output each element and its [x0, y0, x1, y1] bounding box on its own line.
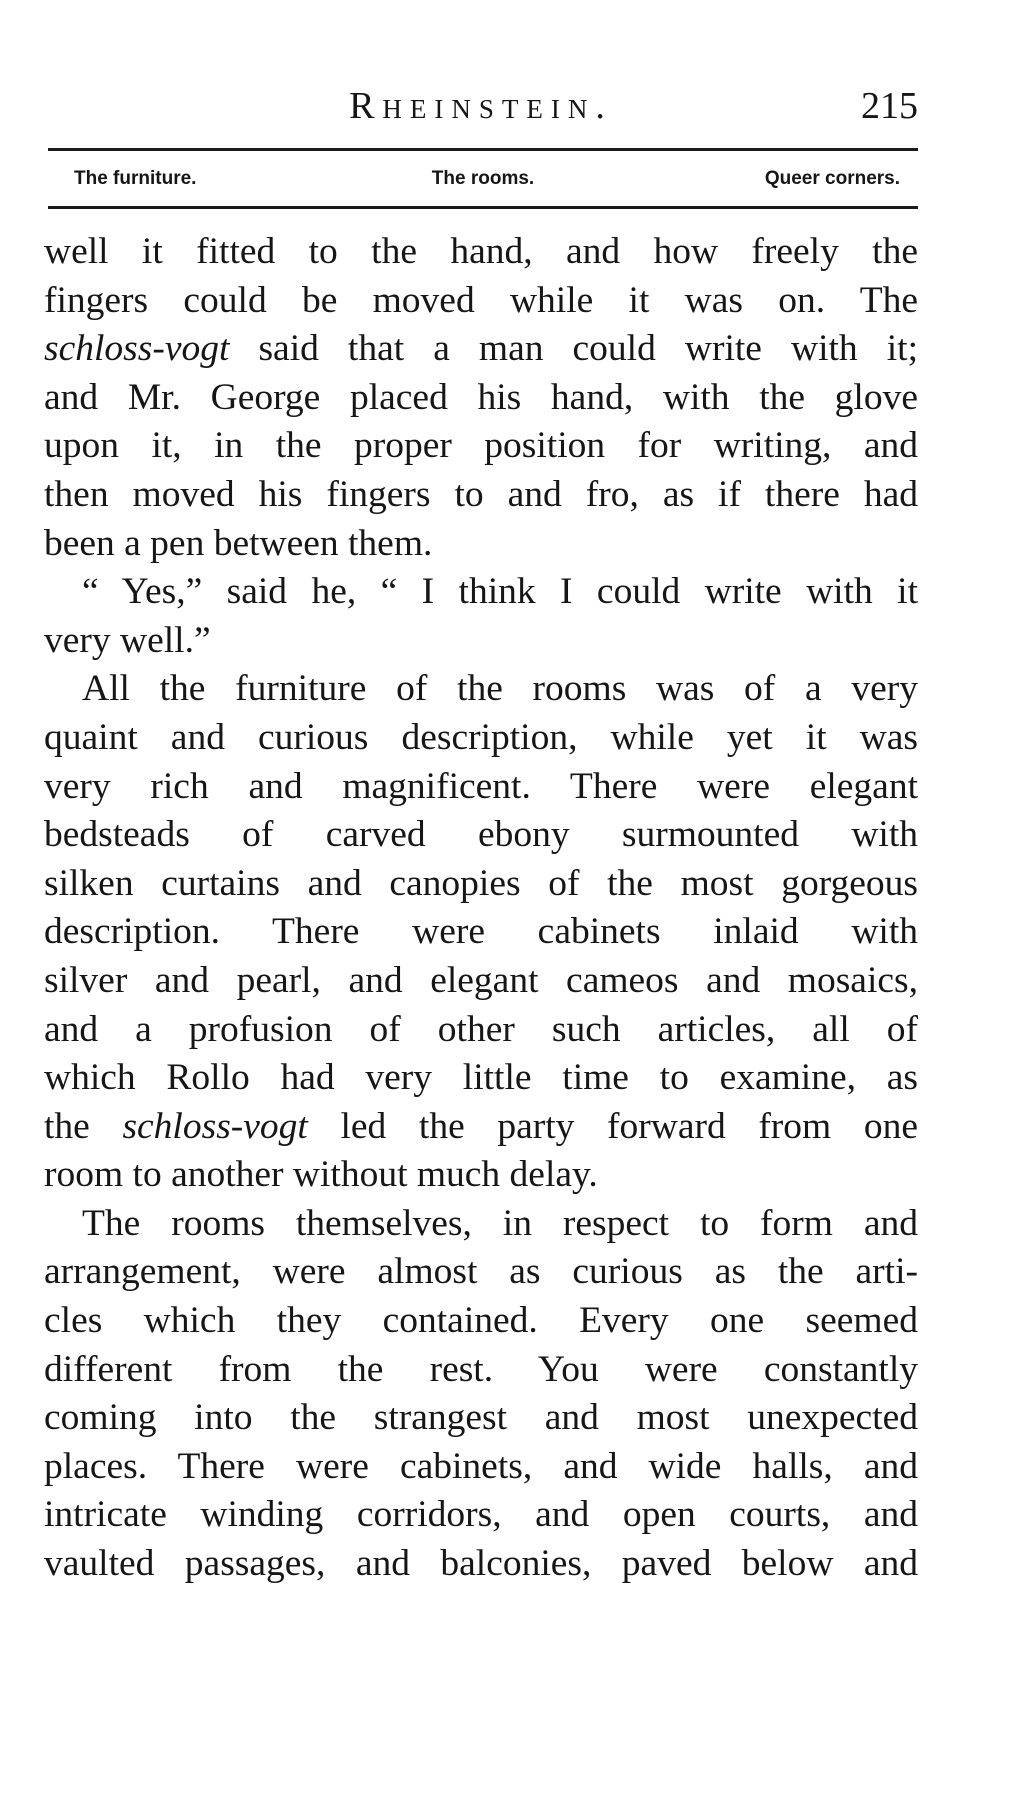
text-line: “ Yes,” said he, “ I think I could write with it — [82, 571, 918, 613]
text-line: which Rollo had very little time to examine, as — [44, 1057, 918, 1099]
paragraph-3 — [44, 665, 918, 1200]
text-line: description. There were cabinets inlaid with — [44, 911, 918, 953]
paragraph-1 — [44, 228, 918, 568]
text-line: coming into the strangest and most unexpected — [44, 1397, 918, 1439]
text-line: silken curtains and canopies of the most gorgeous — [44, 862, 918, 904]
text-line: fingers could be moved while it was on. The — [44, 279, 918, 321]
running-head — [44, 82, 918, 138]
body-text — [44, 228, 918, 1589]
text-line: upon it, in the proper position for writing, and — [44, 425, 918, 467]
text-line: different from the rest. You were constantly — [44, 1348, 918, 1390]
text-line: cles which they contained. Every one seemed — [44, 1300, 918, 1342]
paragraph-2 — [44, 568, 918, 665]
text-line: very well.” — [44, 619, 211, 661]
topic-furniture: The furniture. — [74, 168, 197, 189]
text-line: The rooms themselves, in respect to form and — [82, 1202, 918, 1244]
page-number: 215 — [861, 85, 918, 127]
text-line: been a pen between them. — [44, 522, 433, 564]
running-title: Rheinstein. — [349, 85, 613, 127]
italic-term: schloss-vogt — [44, 328, 230, 370]
text-line: intricate winding corridors, and open courts, and — [44, 1494, 918, 1536]
text-line: arrangement, were almost as curious as the arti- — [44, 1251, 918, 1293]
text-line: schloss-vogt said that a man could write with it; — [44, 328, 918, 370]
topic-headings — [48, 160, 918, 198]
text-line: and Mr. George placed his hand, with the glove — [44, 376, 918, 418]
text-line: very rich and magnificent. There were elegant — [44, 765, 918, 807]
text-line: vaulted passages, and balconies, paved below and — [44, 1543, 918, 1585]
text-line: All the furniture of the rooms was of a very — [82, 668, 918, 710]
header-rule-bottom — [48, 206, 918, 209]
text-line: places. There were cabinets, and wide halls, and — [44, 1445, 918, 1487]
paragraph-4 — [44, 1200, 918, 1589]
text-line: well it fitted to the hand, and how freely the — [44, 231, 918, 272]
text-line: silver and pearl, and elegant cameos and mosaics, — [44, 959, 918, 1001]
text-line: the schloss-vogt led the party forward from one — [44, 1105, 918, 1147]
text-line: quaint and curious description, while yet it was — [44, 716, 918, 758]
text-line: bedsteads of carved ebony surmounted with — [44, 814, 918, 856]
header-rule-top — [48, 148, 918, 151]
italic-term: schloss-vogt — [122, 1105, 308, 1147]
text-line: room to another without much delay. — [44, 1154, 598, 1196]
text-line: and a profusion of other such articles, all of — [44, 1008, 918, 1050]
text-line: then moved his fingers to and fro, as if there had — [44, 473, 918, 515]
topic-rooms: The rooms. — [431, 168, 535, 189]
topic-queer-corners: Queer corners. — [764, 168, 900, 189]
